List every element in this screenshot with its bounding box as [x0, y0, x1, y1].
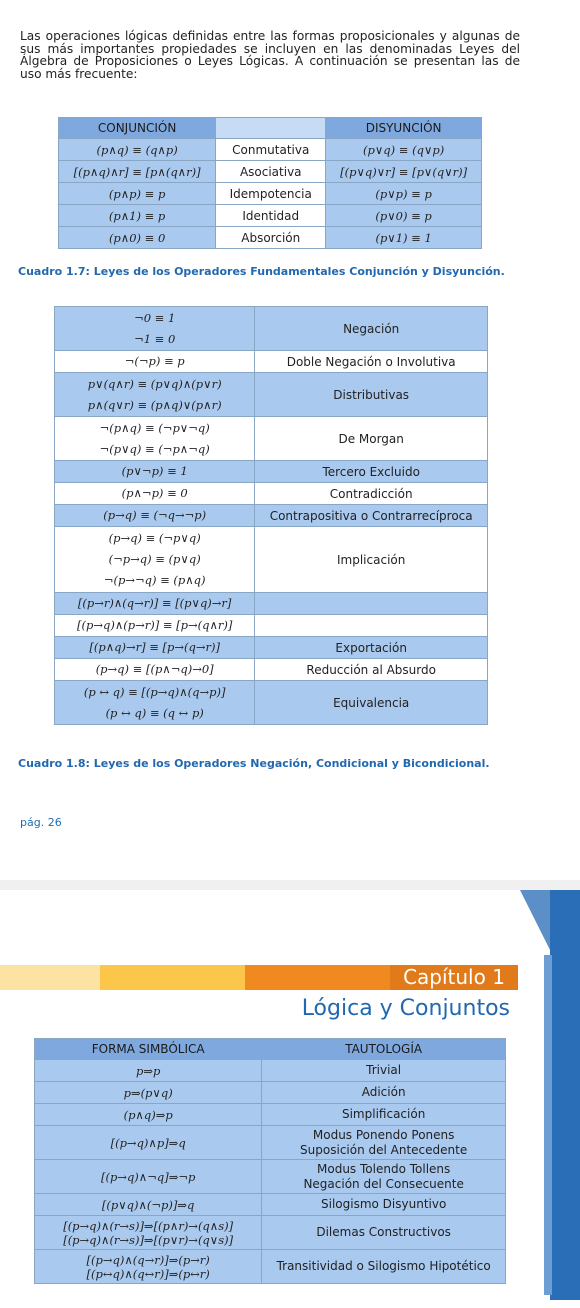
- tautology-label: Modus Tolendo Tollens: [317, 1161, 451, 1176]
- table-row: [35, 1160, 506, 1194]
- law-expression: (p ↔ q) ≡ (q ↔ p): [105, 705, 204, 720]
- law-expression: p∨(q∧r) ≡ (p∨q)∧(p∨r): [87, 376, 222, 391]
- chapter-bar-yellow-light: [0, 965, 100, 990]
- header-disyuncion: DISYUNCIÓN: [326, 118, 482, 139]
- tautology-label: Trivial: [366, 1063, 402, 1077]
- tautology-name: [262, 1250, 506, 1284]
- law-name: Exportación: [255, 637, 488, 659]
- law-name: [255, 615, 488, 637]
- side-stripe: [550, 890, 580, 1300]
- tautology-table: [34, 1038, 506, 1284]
- table-row: [35, 1104, 506, 1126]
- symbolic-form: [35, 1104, 262, 1126]
- table-row: [59, 161, 482, 183]
- table-row: [59, 205, 482, 227]
- law-expressions: [55, 307, 255, 351]
- table-row: [59, 183, 482, 205]
- symbolic-form: [35, 1060, 262, 1082]
- law-name: Absorción: [216, 227, 326, 249]
- tautology-name: [262, 1060, 506, 1082]
- intro-paragraph: Las operaciones lógicas definidas entre las formas proposicionales y algunas de sus más importantes propiedades se incluyen en las denominadas Leyes del Álgebra de Proposiciones o Leyes Lógicas. A continuación se presentan las de uso más frecuente:: [20, 29, 520, 81]
- negation-conditional-table: [54, 306, 488, 725]
- symbolic-expression: p⇒p: [135, 1063, 161, 1078]
- header-blank: [216, 118, 326, 139]
- tautology-label: Modus Ponendo Ponens: [312, 1127, 455, 1142]
- disjunction-law: [(p∨q)∨r] ≡ [p∨(q∨r)]: [326, 161, 482, 183]
- symbolic-form: [35, 1160, 262, 1194]
- table-row: [55, 351, 488, 373]
- tautology-name: [262, 1194, 506, 1216]
- caption-cuadro-1-7: Cuadro 1.7: Leyes de los Operadores Fundamentales Conjunción y Disyunción.: [18, 265, 505, 278]
- symbolic-expression: [(p↔q)∧(q↔r)]⇒(p↔r): [86, 1266, 210, 1281]
- conjunction-law: (p∧0) ≡ 0: [59, 227, 216, 249]
- table-row: [55, 637, 488, 659]
- tautology-name: [262, 1216, 506, 1250]
- law-expression: ¬(¬p) ≡ p: [124, 354, 185, 368]
- table-row: [55, 373, 488, 417]
- header-conjuncion: CONJUNCIÓN: [59, 118, 216, 139]
- law-expression: ¬(p∨q) ≡ (¬p∧¬q): [99, 441, 210, 456]
- symbolic-expression: [(p→q)∧¬q]⇒¬p: [100, 1169, 196, 1184]
- table-row: [55, 593, 488, 615]
- law-expressions: [55, 461, 255, 483]
- tautology-label: Silogismo Disyuntivo: [321, 1197, 447, 1211]
- chapter-title: Lógica y Conjuntos: [301, 996, 510, 1021]
- law-name: Contrapositiva o Contrarrecíproca: [255, 505, 488, 527]
- law-expression: (p ↔ q) ≡ [(p→q)∧(q→p)]: [83, 684, 226, 699]
- law-expressions: [55, 681, 255, 725]
- law-name: Tercero Excluido: [255, 461, 488, 483]
- table-row: [55, 615, 488, 637]
- conjunction-law: [(p∧q)∧r] ≡ [p∧(q∧r)]: [59, 161, 216, 183]
- law-expression: (p∨¬p) ≡ 1: [121, 464, 188, 478]
- conjunction-law: (p∧q) ≡ (q∧p): [59, 139, 216, 161]
- tautology-label: Dilemas Constructivos: [316, 1225, 451, 1239]
- law-expression: (¬p→q) ≡ (p∨q): [108, 552, 201, 566]
- table-row: [35, 1126, 506, 1160]
- side-stripe-light: [544, 955, 552, 1295]
- symbolic-form: [35, 1216, 262, 1250]
- chapter-bar-orange: [245, 965, 390, 990]
- tautology-name: [262, 1082, 506, 1104]
- law-expressions: [55, 417, 255, 461]
- law-expression: (p→q) ≡ (¬q→¬p): [103, 508, 207, 522]
- tautology-label: Suposición del Antecedente: [300, 1142, 468, 1157]
- symbolic-expression: [(p∨q)∧(¬p)]⇒q: [101, 1197, 195, 1212]
- page-number: pág. 26: [20, 816, 62, 829]
- law-expression: p∧(q∨r) ≡ (p∧q)∨(p∧r): [87, 397, 222, 412]
- conjunction-law: (p∧p) ≡ p: [59, 183, 216, 205]
- law-expressions: [55, 483, 255, 505]
- table-row: [35, 1060, 506, 1082]
- symbolic-form: [35, 1082, 262, 1104]
- law-expression: [(p∧q)→r] ≡ [p→(q→r)]: [89, 640, 220, 654]
- tautology-label: Negación del Consecuente: [303, 1176, 464, 1191]
- law-expressions: [55, 659, 255, 681]
- table-row: [55, 527, 488, 593]
- law-expressions: [55, 505, 255, 527]
- law-name: De Morgan: [255, 417, 488, 461]
- symbolic-expression: [(p→q)∧(r→s)]⇒[(p∨r)→(q∨s)]: [63, 1232, 234, 1247]
- law-expressions: [55, 593, 255, 615]
- symbolic-form: [35, 1194, 262, 1216]
- tautology-name: [262, 1104, 506, 1126]
- tautology-name: [262, 1126, 506, 1160]
- chapter-bar-yellow: [100, 965, 245, 990]
- conjunction-law: (p∧1) ≡ p: [59, 205, 216, 227]
- table-row: [55, 417, 488, 461]
- disjunction-law: (p∨p) ≡ p: [326, 183, 482, 205]
- table-row: [35, 1250, 506, 1284]
- law-expression: [(p→r)∧(q→r)] ≡ [(p∨q)→r]: [77, 596, 232, 610]
- symbolic-expression: p⇒(p∨q): [123, 1085, 173, 1100]
- symbolic-expression: [(p→q)∧p]⇒q: [110, 1135, 186, 1150]
- tautology-label: Adición: [361, 1085, 406, 1099]
- law-expressions: [55, 351, 255, 373]
- law-name: Negación: [255, 307, 488, 351]
- table-row: [35, 1216, 506, 1250]
- law-expression: ¬(p→¬q) ≡ (p∧q): [103, 573, 206, 587]
- law-name: Distributivas: [255, 373, 488, 417]
- disjunction-law: (p∨1) ≡ 1: [326, 227, 482, 249]
- symbolic-expression: (p∧q)⇒p: [123, 1107, 173, 1122]
- law-expressions: [55, 373, 255, 417]
- law-name: Equivalencia: [255, 681, 488, 725]
- caption-cuadro-1-8: Cuadro 1.8: Leyes de los Operadores Negación, Condicional y Bicondicional.: [18, 757, 490, 770]
- header-tautologia: TAUTOLOGÍA: [262, 1039, 506, 1060]
- law-name: Contradicción: [255, 483, 488, 505]
- law-expression: ¬(p∧q) ≡ (¬p∨¬q): [99, 420, 210, 435]
- table-row: [55, 307, 488, 351]
- law-expressions: [55, 637, 255, 659]
- law-expression: ¬0 ≡ 1: [134, 310, 176, 325]
- law-expression: [(p→q)∧(p→r)] ≡ [p→(q∧r)]: [77, 618, 233, 632]
- table-row: [55, 659, 488, 681]
- table-row: [55, 483, 488, 505]
- tautology-label: Transitividad o Silogismo Hipotético: [276, 1259, 491, 1273]
- tautology-name: [262, 1160, 506, 1194]
- page-gap: [0, 880, 580, 890]
- table-row: [35, 1082, 506, 1104]
- law-expression: (p→q) ≡ (¬p∨q): [108, 531, 201, 545]
- symbolic-form: [35, 1250, 262, 1284]
- table-row: [59, 139, 482, 161]
- symbolic-expression: [(p→q)∧(q→r)]⇒(p→r): [86, 1252, 210, 1267]
- law-name: Doble Negación o Involutiva: [255, 351, 488, 373]
- disjunction-law: (p∨q) ≡ (q∨p): [326, 139, 482, 161]
- law-name: Asociativa: [216, 161, 326, 183]
- disjunction-law: (p∨0) ≡ p: [326, 205, 482, 227]
- law-expression: (p∧¬p) ≡ 0: [121, 486, 188, 500]
- law-expressions: [55, 527, 255, 593]
- chapter-number: Capítulo 1: [403, 965, 505, 989]
- table-row: [55, 505, 488, 527]
- tautology-label: Simplificación: [341, 1107, 426, 1121]
- table-row: [55, 681, 488, 725]
- law-expressions: [55, 615, 255, 637]
- symbolic-form: [35, 1126, 262, 1160]
- law-name: Conmutativa: [216, 139, 326, 161]
- law-expression: ¬1 ≡ 0: [134, 331, 176, 346]
- law-name: Idempotencia: [216, 183, 326, 205]
- table-row: [59, 227, 482, 249]
- law-name: Reducción al Absurdo: [255, 659, 488, 681]
- law-name: Implicación: [255, 527, 488, 593]
- law-name: Identidad: [216, 205, 326, 227]
- conjunction-disjunction-table: [58, 117, 482, 249]
- law-expression: (p→q) ≡ [(p∧¬q)→0]: [95, 662, 214, 676]
- table-row: [35, 1194, 506, 1216]
- header-forma-simbolica: FORMA SIMBÓLICA: [35, 1039, 262, 1060]
- symbolic-expression: [(p→q)∧(r→s)]⇒[(p∧r)→(q∧s)]: [63, 1218, 234, 1233]
- law-name: [255, 593, 488, 615]
- table-row: [55, 461, 488, 483]
